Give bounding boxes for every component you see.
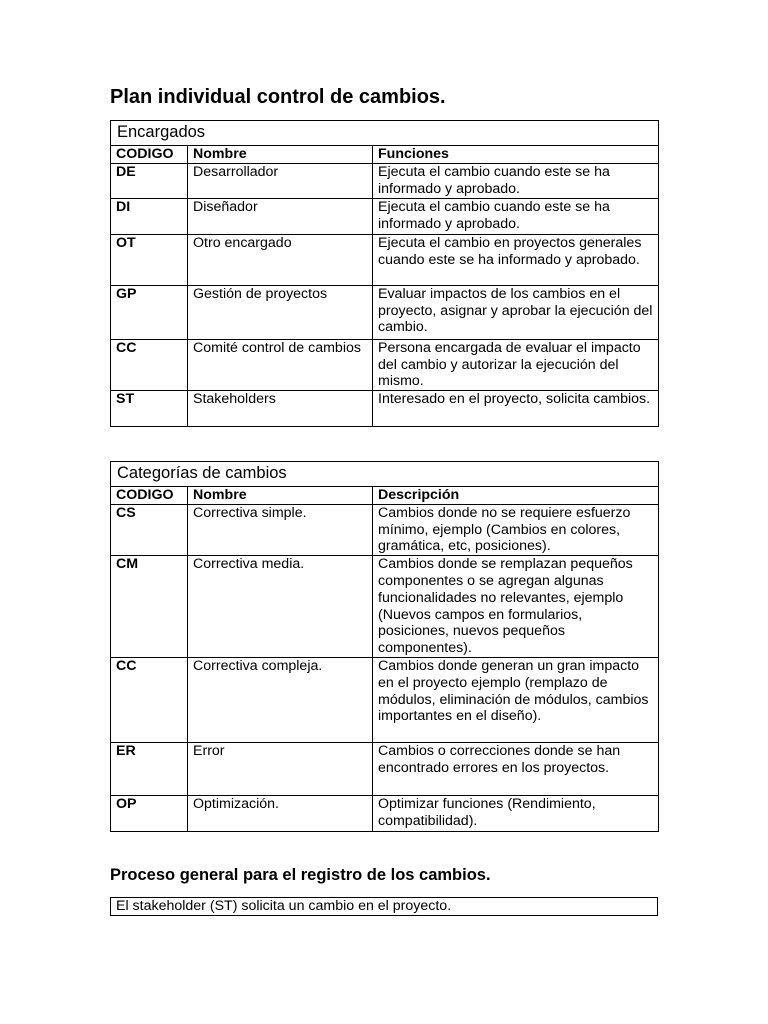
row-code: GP	[111, 285, 188, 339]
document-title: Plan individual control de cambios.	[110, 86, 446, 108]
table-row	[111, 742, 659, 795]
table-row	[111, 898, 658, 916]
row-name: Gestión de proyectos	[188, 285, 373, 339]
row-code: CM	[111, 556, 188, 658]
row-description: Persona encargada de evaluar el impacto del cambio y autorizar la ejecución del mismo.	[373, 339, 659, 390]
categorias-table	[110, 461, 659, 832]
column-header-code: CODIGO	[111, 487, 188, 505]
column-header-description: Descripción	[373, 487, 659, 505]
column-header-row	[111, 487, 659, 505]
row-description: Evaluar impactos de los cambios en el proyecto, asignar y aprobar la ejecución del cambio.	[373, 285, 659, 339]
row-name: Correctiva compleja.	[188, 657, 373, 742]
encargados-table	[110, 120, 659, 427]
table-row	[111, 285, 659, 339]
table-row	[111, 163, 659, 198]
encargados-heading: Encargados	[111, 121, 659, 146]
table-row	[111, 556, 659, 658]
row-description: Cambios o correcciones donde se han encontrado errores en los proyectos.	[373, 742, 659, 795]
table-row	[111, 795, 659, 831]
row-name: Stakeholders	[188, 391, 373, 427]
row-description: Optimizar funciones (Rendimiento, compatibilidad).	[373, 795, 659, 831]
row-code: ST	[111, 391, 188, 427]
row-name: Desarrollador	[188, 163, 373, 198]
column-header-code: CODIGO	[111, 146, 188, 164]
row-code: CC	[111, 657, 188, 742]
row-code: OT	[111, 234, 188, 285]
row-description: Cambios donde generan un gran impacto en el proyecto ejemplo (remplazo de módulos, eliminación de módulos, cambios importantes en el diseño).	[373, 657, 659, 742]
column-header-row	[111, 146, 659, 164]
row-name: Optimización.	[188, 795, 373, 831]
proceso-step: El stakeholder (ST) solicita un cambio en el proyecto.	[111, 898, 658, 916]
table-heading-row	[111, 121, 659, 146]
row-code: DE	[111, 163, 188, 198]
table-row	[111, 657, 659, 742]
row-name: Correctiva simple.	[188, 504, 373, 555]
row-description: Cambios donde no se requiere esfuerzo mínimo, ejemplo (Cambios en colores, gramática, etc, posiciones).	[373, 504, 659, 555]
row-name: Correctiva media.	[188, 556, 373, 658]
column-header-name: Nombre	[188, 146, 373, 164]
row-description: Ejecuta el cambio cuando este se ha informado y aprobado.	[373, 163, 659, 198]
row-name: Comité control de cambios	[188, 339, 373, 390]
row-code: CS	[111, 504, 188, 555]
row-code: CC	[111, 339, 188, 390]
categorias-heading: Categorías de cambios	[111, 462, 659, 487]
row-code: OP	[111, 795, 188, 831]
row-name: Error	[188, 742, 373, 795]
row-code: DI	[111, 198, 188, 234]
table-heading-row	[111, 462, 659, 487]
table-row	[111, 234, 659, 285]
table-row	[111, 339, 659, 390]
column-header-functions: Funciones	[373, 146, 659, 164]
table-row	[111, 391, 659, 427]
row-description: Cambios donde se remplazan pequeños componentes o se agregan algunas funcionalidades no relevantes, ejemplo (Nuevos campos en formularios, posiciones, nuevos pequeños componentes).	[373, 556, 659, 658]
row-code: ER	[111, 742, 188, 795]
column-header-name: Nombre	[188, 487, 373, 505]
row-name: Otro encargado	[188, 234, 373, 285]
row-name: Diseñador	[188, 198, 373, 234]
row-description: Ejecuta el cambio cuando este se ha informado y aprobado.	[373, 198, 659, 234]
table-row	[111, 198, 659, 234]
row-description: Interesado en el proyecto, solicita cambios.	[373, 391, 659, 427]
row-description: Ejecuta el cambio en proyectos generales cuando este se ha informado y aprobado.	[373, 234, 659, 285]
proceso-table	[110, 897, 658, 916]
table-row	[111, 504, 659, 555]
proceso-heading: Proceso general para el registro de los cambios.	[110, 866, 491, 884]
